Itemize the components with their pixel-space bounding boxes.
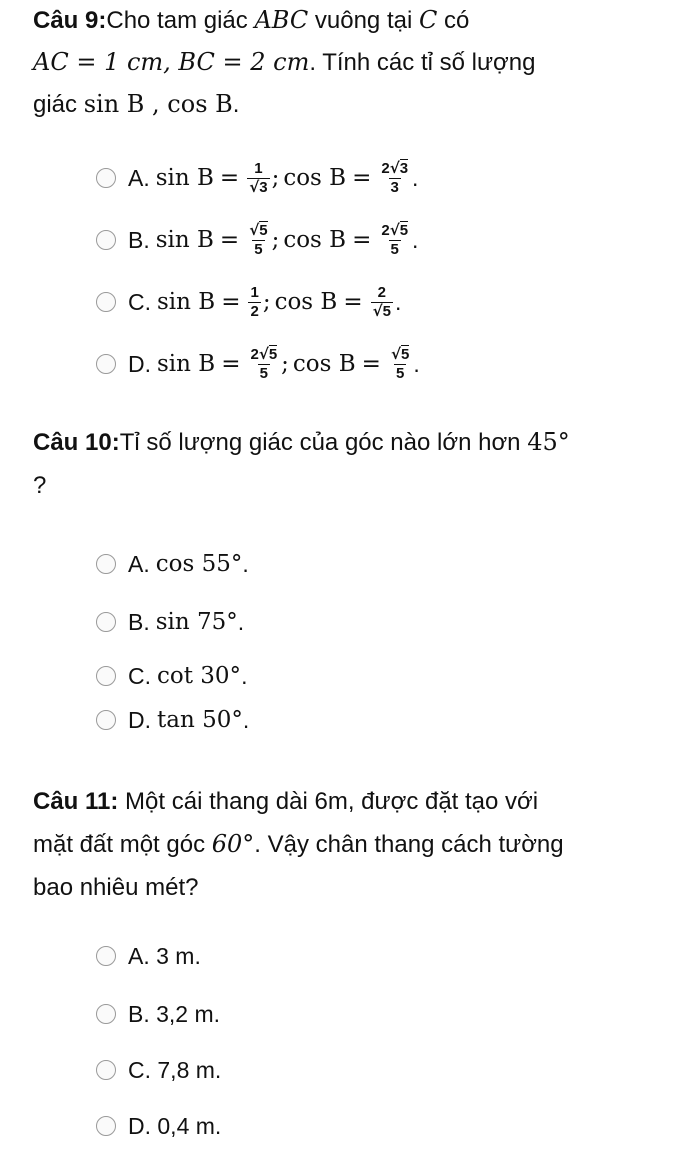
fraction: $\frac{√5}{5}$ [390, 344, 410, 382]
radio-button[interactable] [96, 354, 116, 374]
fraction: $\frac{1}{√3}$ [249, 159, 268, 196]
q11-option-a[interactable]: A. 3 m. [96, 936, 201, 976]
q10-option-d[interactable]: D. tan 50° . [96, 700, 249, 740]
radio-button[interactable] [96, 554, 116, 574]
q9-title: Câu 9: [33, 7, 107, 34]
q10-option-c[interactable]: C. cot 30° . [96, 656, 247, 696]
q11-option-d[interactable]: D. 0,4 m. [96, 1106, 221, 1146]
radio-button[interactable] [96, 1116, 116, 1136]
q10-line2: ? [33, 472, 47, 499]
radio-button[interactable] [96, 1004, 116, 1024]
q11-option-b[interactable]: B. 3,2 m. [96, 994, 220, 1034]
q9-line1: Câu 9:Cho tam giác ABC vuông tại C có [33, 6, 470, 34]
fraction: $\frac{1}{2}$ [250, 283, 259, 320]
q9-option-b[interactable]: B. sin B = $\frac{√5}{5}$ ; cos B = $\frac{2√5}{5}$ . [96, 220, 418, 260]
radio-button[interactable] [96, 946, 116, 966]
fraction: $\frac{2}{√5}$ [372, 283, 391, 320]
q10-option-a[interactable]: A. cos 55° . [96, 544, 249, 584]
q9-option-c[interactable]: C. sin B = $\frac{1}{2}$ ; cos B = $\frac{2}{√5}$ . [96, 282, 401, 322]
q9-option-a[interactable]: A. sin B = $\frac{1}{√3}$ ; cos B = $\frac{2√3}{3}$ . [96, 158, 418, 198]
q11-line1: Câu 11: Một cái thang dài 6m, được đặt tạo với [33, 788, 539, 815]
radio-button[interactable] [96, 292, 116, 312]
q9-option-d[interactable]: D. sin B = $\frac{2√5}{5}$ ; cos B = $\frac{√5}{5}$ . [96, 344, 420, 384]
q11-option-c[interactable]: C. 7,8 m. [96, 1050, 221, 1090]
q9-line2: AC = 1 cm, BC = 2 cm. Tính các tỉ số lượng [33, 48, 536, 76]
radio-button[interactable] [96, 1060, 116, 1080]
q9-line3: giác sin B , cos B. [33, 90, 240, 118]
radio-button[interactable] [96, 612, 116, 632]
q10-title: Câu 10: [33, 429, 120, 456]
q10-line1: Câu 10:Tỉ số lượng giác của góc nào lớn hơn 45° [33, 428, 570, 456]
fraction: $\frac{√5}{5}$ [249, 220, 268, 258]
q11-line3: bao nhiêu mét? [33, 874, 199, 901]
fraction: $\frac{2√5}{5}$ [381, 220, 409, 258]
radio-button[interactable] [96, 666, 116, 686]
radio-button[interactable] [96, 710, 116, 730]
fraction: $\frac{2√3}{3}$ [381, 158, 409, 196]
q11-title: Câu 11: [33, 788, 119, 815]
q10-option-b[interactable]: B. sin 75° . [96, 602, 244, 642]
radio-button[interactable] [96, 230, 116, 250]
radio-button[interactable] [96, 168, 116, 188]
fraction: $\frac{2√5}{5}$ [250, 344, 278, 382]
q11-line2: mặt đất một góc 60°. Vậy chân thang cách tường [33, 830, 564, 858]
